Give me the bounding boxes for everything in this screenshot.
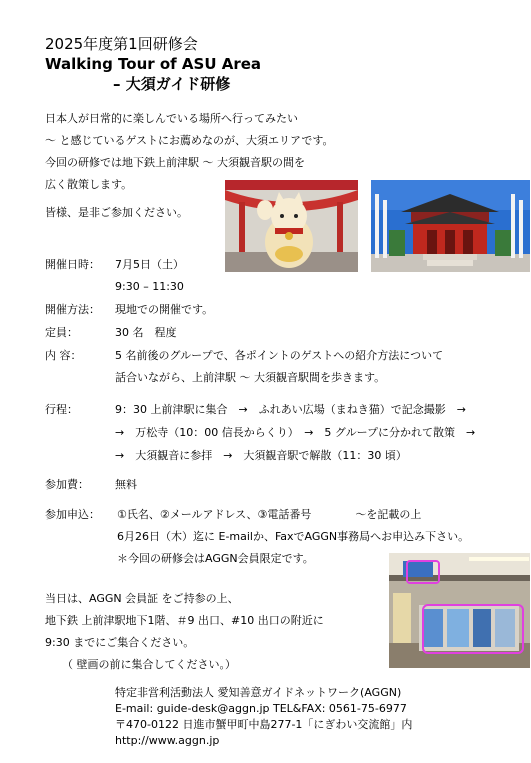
intro-line-4: 広く散策します。 (45, 178, 133, 191)
method-label: 開催方法： (45, 303, 100, 316)
content-line-1: 5 名前後のグループで、各ポイントのゲストへの紹介方法について (115, 349, 444, 362)
station-mural-photo (389, 553, 530, 668)
meeting-line-3: 9:30 までにご集合ください。 (45, 636, 195, 649)
footer-address: 〒470-0122 日進市蟹甲町中島277-1「にぎわい交流館」内 (115, 718, 413, 731)
osu-kannon-temple-photo (371, 180, 530, 272)
schedule-line-1: 9：30 上前津駅に集合 → ふれあい広場（まねき猫）で記念撮影 → (115, 403, 466, 416)
intro-line-1: 日本人が日常的に楽しんでいる場所へ行ってみたい (45, 112, 298, 125)
capacity-value: 30 名 程度 (115, 326, 177, 339)
title-line-1: 2025年度第1回研修会 (45, 35, 198, 53)
content-line-2: 話合いながら、上前津駅 ～ 大須観音駅間を歩きます。 (115, 371, 386, 384)
date-value: 7月5日（土） (115, 258, 184, 271)
intro-line-3: 今回の研修では地下鉄上前津駅 ～ 大須観音駅の間を (45, 156, 305, 169)
title-line-3: – 大須ガイド研修 (113, 75, 231, 93)
schedule-line-3: → 大須観音に参拝 → 大須観音駅で解散（11：30 頃） (115, 449, 407, 462)
intro-line-2: ～ と感じているゲストにお薦めなのが、大須エリアです。 (45, 134, 334, 147)
schedule-line-2: → 万松寺（10：00 信長からくり） → 5 グループに分かれて散策 → (115, 426, 476, 439)
footer-org: 特定非営利活動法人 愛知善意ガイドネットワーク(AGGN) (115, 686, 402, 699)
content-label: 内 容： (45, 349, 82, 362)
apply-line-1: ①氏名、②メールアドレス、③電話番号 ～を記載の上 (117, 508, 422, 521)
meeting-line-2: 地下鉄 上前津駅地下1階、＃9 出口、#10 出口の附近に (45, 614, 324, 627)
footer-url[interactable]: http://www.aggn.jp (115, 734, 220, 747)
time-value: 9:30 – 11:30 (115, 280, 184, 293)
fee-value: 無料 (115, 478, 137, 491)
meeting-line-4: （ 壁画の前に集合してください。） (62, 658, 236, 671)
apply-label: 参加申込： (45, 508, 100, 521)
maneki-neko-photo (225, 180, 358, 272)
meeting-line-1: 当日は、AGGN 会員証 をご持参の上、 (45, 592, 239, 605)
date-label: 開催日時： (45, 258, 100, 271)
capacity-label: 定員： (45, 326, 78, 339)
apply-line-2: 6月26日（木）迄に E-mailか、FaxでAGGN事務局へお申込み下さい。 (117, 530, 470, 543)
apply-note: ＊今回の研修会はAGGN会員限定です。 (117, 552, 314, 565)
intro-line-5: 皆様、是非ご参加ください。 (45, 206, 188, 219)
fee-label: 参加費： (45, 478, 89, 491)
footer-contact: E-mail: guide-desk@aggn.jp TEL&FAX: 0561-75-6977 (115, 702, 407, 715)
schedule-label: 行程： (45, 403, 78, 416)
title-line-2: Walking Tour of ASU Area (45, 55, 262, 73)
method-value: 現地での開催です。 (115, 303, 214, 316)
